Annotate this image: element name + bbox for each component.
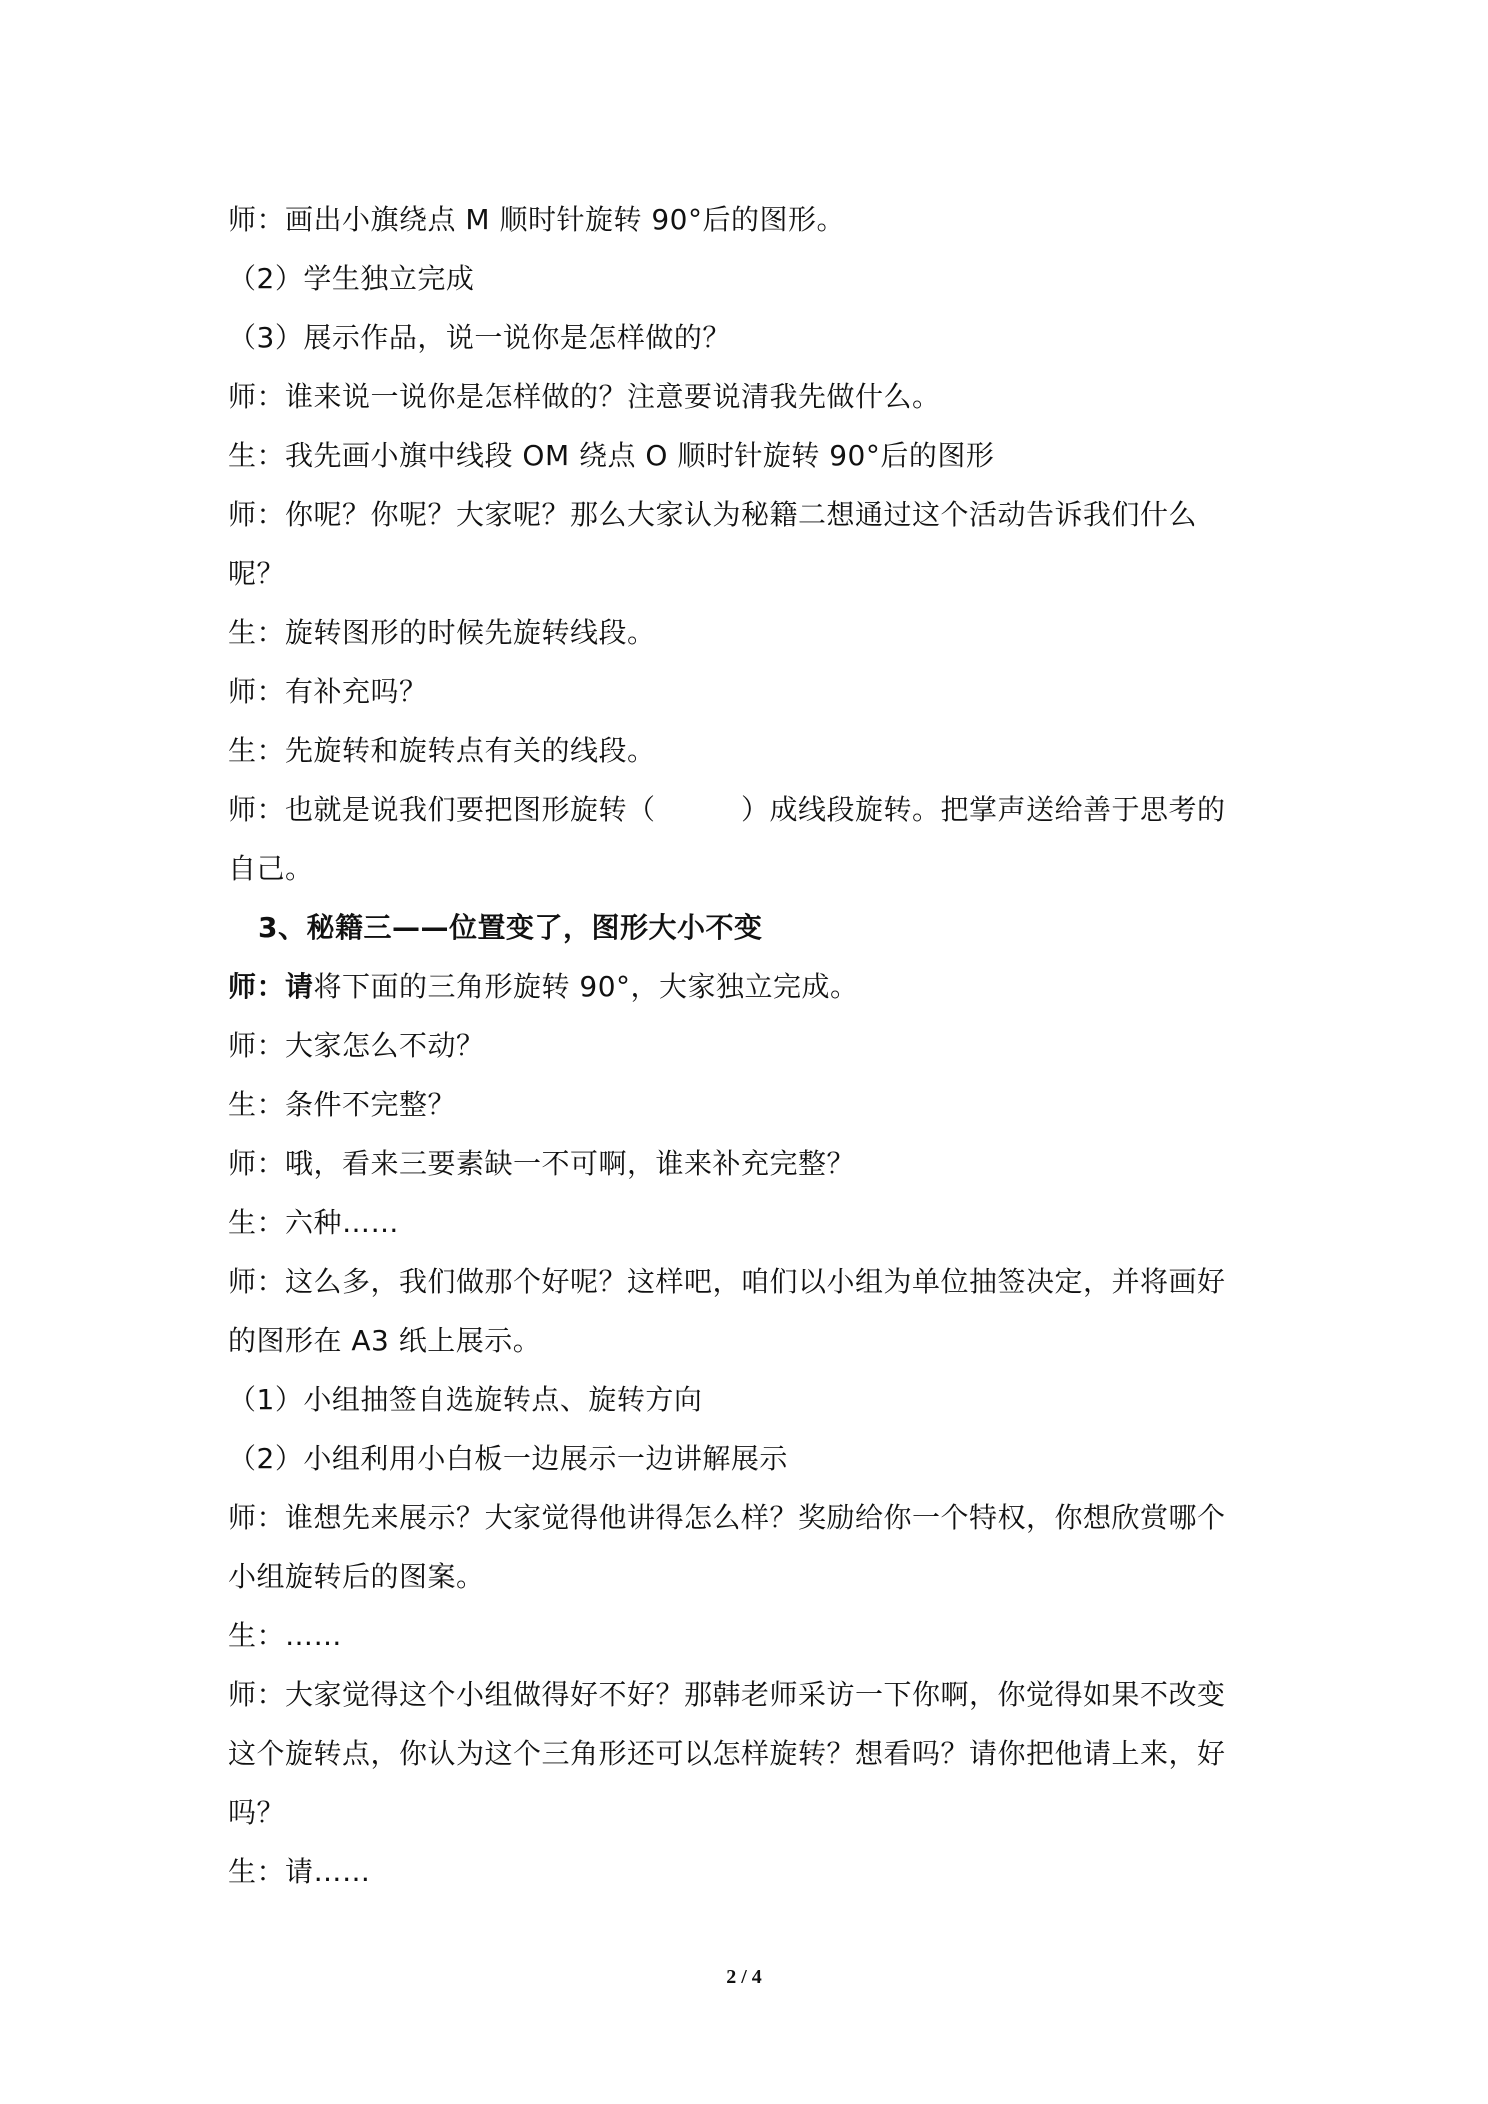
text-line: （2）学生独立完成 (228, 262, 475, 295)
text-line: 生：旋转图形的时候先旋转线段。 (228, 616, 656, 649)
bold-prefix: 师：请 (228, 970, 314, 1003)
text-line: 生：六种…… (228, 1206, 400, 1239)
text-line-bold-prefix (228, 957, 1268, 1016)
text-line: 师：也就是说我们要把图形旋转（ ）成线段旋转。把掌声送给善于思考的 (228, 793, 1226, 826)
text-line: 师：你呢？你呢？大家呢？那么大家认为秘籍二想通过这个活动告诉我们什么 (228, 498, 1198, 531)
text-line: 生：先旋转和旋转点有关的线段。 (228, 734, 656, 767)
text-line: 生：请…… (228, 1855, 371, 1888)
text-line: （2）小组利用小白板一边展示一边讲解展示 (228, 1442, 788, 1475)
page-number: 2 / 4 (726, 1966, 762, 1988)
text-line: 师：谁想先来展示？大家觉得他讲得怎么样？奖励给你一个特权，你想欣赏哪个 (228, 1501, 1226, 1534)
text-line: （1）小组抽签自选旋转点、旋转方向 (228, 1383, 703, 1416)
line-rest: 将下面的三角形旋转 90°，大家独立完成。 (313, 970, 859, 1003)
text-line: 师：这么多，我们做那个好呢？这样吧，咱们以小组为单位抽签决定，并将画好 (228, 1265, 1226, 1298)
text-line: 生：条件不完整？ (228, 1088, 457, 1121)
text-line: 自己。 (228, 852, 314, 885)
text-line: 师：哦，看来三要素缺一不可啊，谁来补充完整？ (228, 1147, 856, 1180)
text-line: 小组旋转后的图案。 (228, 1560, 485, 1593)
text-line: 师：谁来说一说你是怎样做的？注意要说清我先做什么。 (228, 380, 941, 413)
text-line: 生：我先画小旗中线段 OM 绕点 O 顺时针旋转 90°后的图形 (228, 439, 995, 472)
text-line: 吗？ (228, 1796, 286, 1829)
section-heading: 3、秘籍三——位置变了，图形大小不变 (258, 911, 763, 944)
text-line: （3）展示作品，说一说你是怎样做的？ (228, 321, 731, 354)
text-line: 师：画出小旗绕点 M 顺时针旋转 90°后的图形。 (228, 203, 845, 236)
text-line: 的图形在 A3 纸上展示。 (228, 1324, 542, 1357)
text-line: 呢？ (228, 557, 286, 590)
document-body (228, 190, 1268, 1901)
text-line: 师：大家觉得这个小组做得好不好？那韩老师采访一下你啊，你觉得如果不改变 (228, 1678, 1226, 1711)
text-line: 生：…… (228, 1619, 343, 1652)
text-line: 这个旋转点，你认为这个三角形还可以怎样旋转？想看吗？请你把他请上来，好 (228, 1737, 1226, 1770)
text-line: 师：有补充吗？ (228, 675, 428, 708)
text-line: 师：大家怎么不动？ (228, 1029, 485, 1062)
